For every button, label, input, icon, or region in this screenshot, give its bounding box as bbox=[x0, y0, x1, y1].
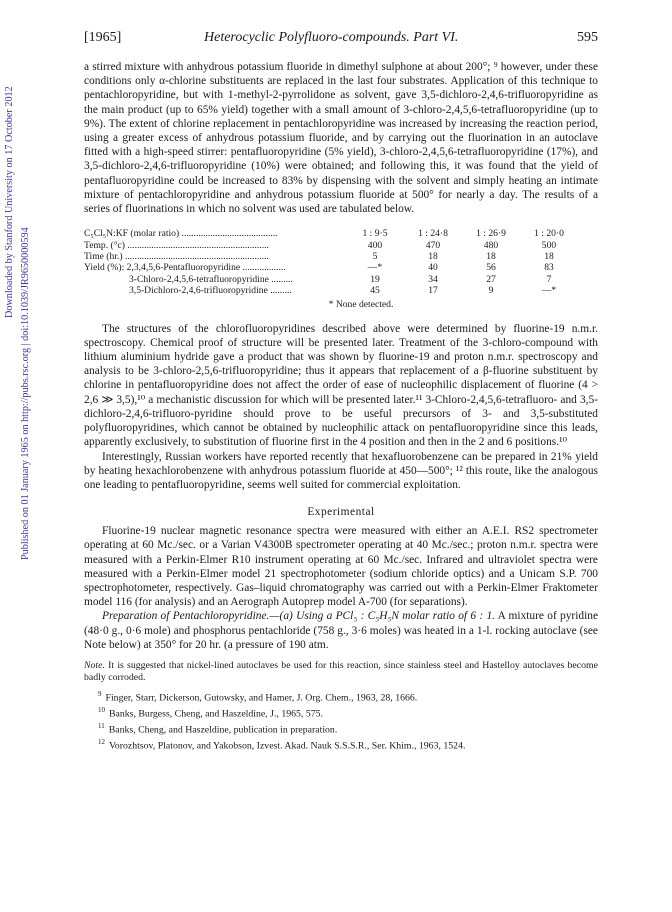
paragraph-2: The structures of the chlorofluoropyridines described above were determined by fluorine-19 n.m.r. spectroscopy. Chemical proof of structure will be presented later. Treatment of the 3-chloro-compound with lithium aluminium hydride gave a product that was shown by fluorine-19 and proton n.m.r. spectroscopy and analysis to be 3-chloro-2,5,6-trifluoropyridine; thus it appears that replacement of a β-fluorine substituent by chlorine in pentafluoropyridine does not affect the order of ease of nucleophilic displacement of fluorine (4 > 2,6 ≫ 3,5),¹⁰ a mechanistic discussion for which will be presented later.¹¹ 3-Chloro-2,4,5,6-tetrafluoro- and 3,5-dichloro-2,4,6-trifluoro-pyridine should prove to be useful precursors of 3- and 3,5-substituted polyfluoropyridines, which cannot be obtained by nucleophilic attack on pentafluoropyridine since this leads, apparently exclusively, to substitution of fluorine first in the 4 position and then in the 2 and 6 positions.¹⁰ bbox=[84, 322, 598, 449]
paragraph-5 bbox=[84, 609, 598, 652]
table-footnote: * None detected. bbox=[328, 298, 394, 310]
header-title: Heterocyclic Polyfluoro-compounds. Part VI. bbox=[204, 30, 459, 45]
table-cell: 7 bbox=[546, 273, 552, 285]
table-row-label: Time (hr.) ............................................................ bbox=[84, 251, 269, 263]
running-header bbox=[84, 30, 598, 50]
preparation-heading: Preparation of Pentachloropyridine. bbox=[102, 610, 270, 623]
header-year: [1965] bbox=[84, 30, 122, 45]
page-number: 595 bbox=[577, 30, 598, 45]
table-cell: 1 : 24·8 bbox=[418, 228, 448, 240]
table-cell: 40 bbox=[428, 262, 438, 274]
table-row bbox=[84, 274, 598, 285]
table-row-label: Yield (%): 2,3,4,5,6-Pentafluoropyridine .................. bbox=[84, 262, 286, 274]
table-cell: 500 bbox=[541, 239, 557, 251]
table-row bbox=[84, 240, 598, 251]
paragraph-1: a stirred mixture with anhydrous potassium fluoride in dimethyl sulphone at about 200°; ⁹ however, under these conditions only α-chlorine substituents are replaced in the last four substrates. Application of this technique to pentachloropyridine, but with 1-methyl-2-pyrrolidone as solvent, gave 3,5-dichloro-2,4,6-trifluoropyridine as the main product (up to 65% yield) together with a small amount of 3-chloro-2,4,5,6-tetrafluoropyridine (up to 9%). The extent of chlorine replacement in pentachloropyridine was increased by increasing the reaction period, using a greater excess of anhydrous potassium fluoride, and by carrying out the fluorination in an autoclave fitted with a high-speed stirrer: pentafluoropyridine (5% yield), 3-chloro-2,4,5,6-tetrafluoropyridine (17%), and 3,5-dichloro-2,4,6-trifluoropyridine (10%) were obtained; and following this, it was found that the yield of pentafluoropyridine could be increased to 83% by dispensing with the solvent and simply heating an intimate mixture of pentachloropyridine and anhydrous potassium fluoride at 500° for nearly a day. The results of a series of fluorinations in which no solvent was used are tabulated below. bbox=[84, 61, 598, 216]
table-cell: 19 bbox=[370, 273, 380, 285]
reference-item bbox=[84, 688, 598, 704]
table-cell: 17 bbox=[428, 285, 438, 297]
preparation-body: A mixture of pyridine (48·0 g., 0·6 mole) and phosphorus pentachloride (758 g., 3·6 moles) was heated in a 1-l. rocking autoclave (see Note below) at 350° for 20 hr. (a pressure of 190 atm. bbox=[84, 610, 599, 651]
table-cell: 1 : 26·9 bbox=[476, 228, 506, 240]
table-row bbox=[84, 251, 598, 262]
table-cell: 9 bbox=[488, 285, 494, 297]
reference-item bbox=[84, 736, 598, 752]
table-cell: 1 : 20·0 bbox=[534, 228, 564, 240]
paragraph-3: Interestingly, Russian workers have reported recently that hexafluorobenzene can be prepared in 21% yield by heating hexachlorobenzene with anhydrous potassium fluoride at 450—500°; ¹² this route, like the analogous one leading to pentafluoropyridine, seems well suited for commercial exploitation. bbox=[84, 450, 598, 491]
fluorination-table bbox=[84, 228, 598, 296]
reference-number: 10 bbox=[98, 705, 105, 714]
table-cell: 45 bbox=[370, 285, 380, 297]
reference-number: 12 bbox=[98, 738, 105, 747]
table-cell: 27 bbox=[486, 273, 496, 285]
paragraph-4: Fluorine-19 nuclear magnetic resonance spectra were measured with either an A.E.I. RS2 spectrometer operating at 60 Mc./sec. or a Varian V4300B spectrometer operating at 40 Mc./sec.; proton n.m.r. spectra were measured with a Perkin-Elmer R10 instrument operating at 60 Mc./sec. Infrared and ultraviolet spectra were measured with a Perkin-Elmer model 21 spectrophotometer (sodium chloride optics) and a Unicam S.P. 700 spectrophotometer, respectively. Gas–liquid chromatography was carried out with a Perkin-Elmer Fraktometer model 116 (for analysis) and an Aerograph Autoprep model A-700 (for separations). bbox=[84, 525, 598, 609]
preparation-subheading: —(a) Using a PCl₅ : C₅H₅N molar ratio of 6 : 1. bbox=[269, 610, 495, 623]
table-row-label: 3,5-Dichloro-2,4,6-trifluoropyridine ......... bbox=[129, 285, 292, 297]
reference-text: Banks, Burgess, Cheng, and Haszeldine, J., 1965, 575. bbox=[109, 708, 323, 720]
references bbox=[84, 688, 598, 753]
note-label: Note. bbox=[84, 659, 105, 671]
publication-notice: Published on 01 January 1965 on http://pubs.rsc.org | doi:10.1039/JR9650000594 bbox=[20, 227, 31, 560]
table-row-label: Temp. (°c) ........................................................... bbox=[84, 239, 269, 251]
table-cell: 56 bbox=[486, 262, 496, 274]
table-cell: 18 bbox=[544, 251, 554, 263]
table-cell: 18 bbox=[428, 251, 438, 263]
table-row-label: C₅Cl₅N:KF (molar ratio) ........................................ bbox=[84, 228, 278, 240]
table-row bbox=[84, 262, 598, 273]
table-cell: —* bbox=[541, 285, 557, 297]
table-cell: 400 bbox=[367, 239, 383, 251]
section-heading: Experimental bbox=[307, 506, 375, 519]
reference-item bbox=[84, 704, 598, 720]
note bbox=[84, 660, 598, 684]
table-cell: 1 : 9·5 bbox=[362, 228, 388, 240]
note-text: It is suggested that nickel-lined autoclaves be used for this reaction, since stainless steel and Hastelloy autoclaves become badly corroded. bbox=[84, 659, 598, 683]
table-cell: 83 bbox=[544, 262, 554, 274]
reference-number: 11 bbox=[98, 722, 105, 731]
table-cell: 34 bbox=[428, 273, 438, 285]
reference-text: Vorozhtsov, Platonov, and Yakobson, Izvest. Akad. Nauk S.S.S.R., Ser. Khim., 1963, 1524. bbox=[109, 740, 466, 752]
page bbox=[84, 30, 598, 753]
table-row bbox=[84, 285, 598, 296]
reference-number: 9 bbox=[98, 689, 102, 698]
reference-text: Banks, Cheng, and Haszeldine, publication in preparation. bbox=[108, 724, 338, 736]
download-notice: Downloaded by Stanford University on 17 October 2012 bbox=[4, 86, 15, 318]
table-cell: 470 bbox=[425, 239, 441, 251]
reference-item bbox=[84, 720, 598, 736]
table-cell: —* bbox=[367, 262, 383, 274]
table-cell: 18 bbox=[486, 251, 496, 263]
table-row bbox=[84, 228, 598, 239]
table-cell: 5 bbox=[372, 251, 378, 263]
side-notes bbox=[0, 0, 40, 912]
table-row-label: 3-Chloro-2,4,5,6-tetrafluoropyridine ......... bbox=[129, 273, 293, 285]
table-cell: 480 bbox=[483, 239, 499, 251]
reference-text: Finger, Starr, Dickerson, Gutowsky, and Hamer, J. Org. Chem., 1963, 28, 1666. bbox=[105, 691, 418, 703]
